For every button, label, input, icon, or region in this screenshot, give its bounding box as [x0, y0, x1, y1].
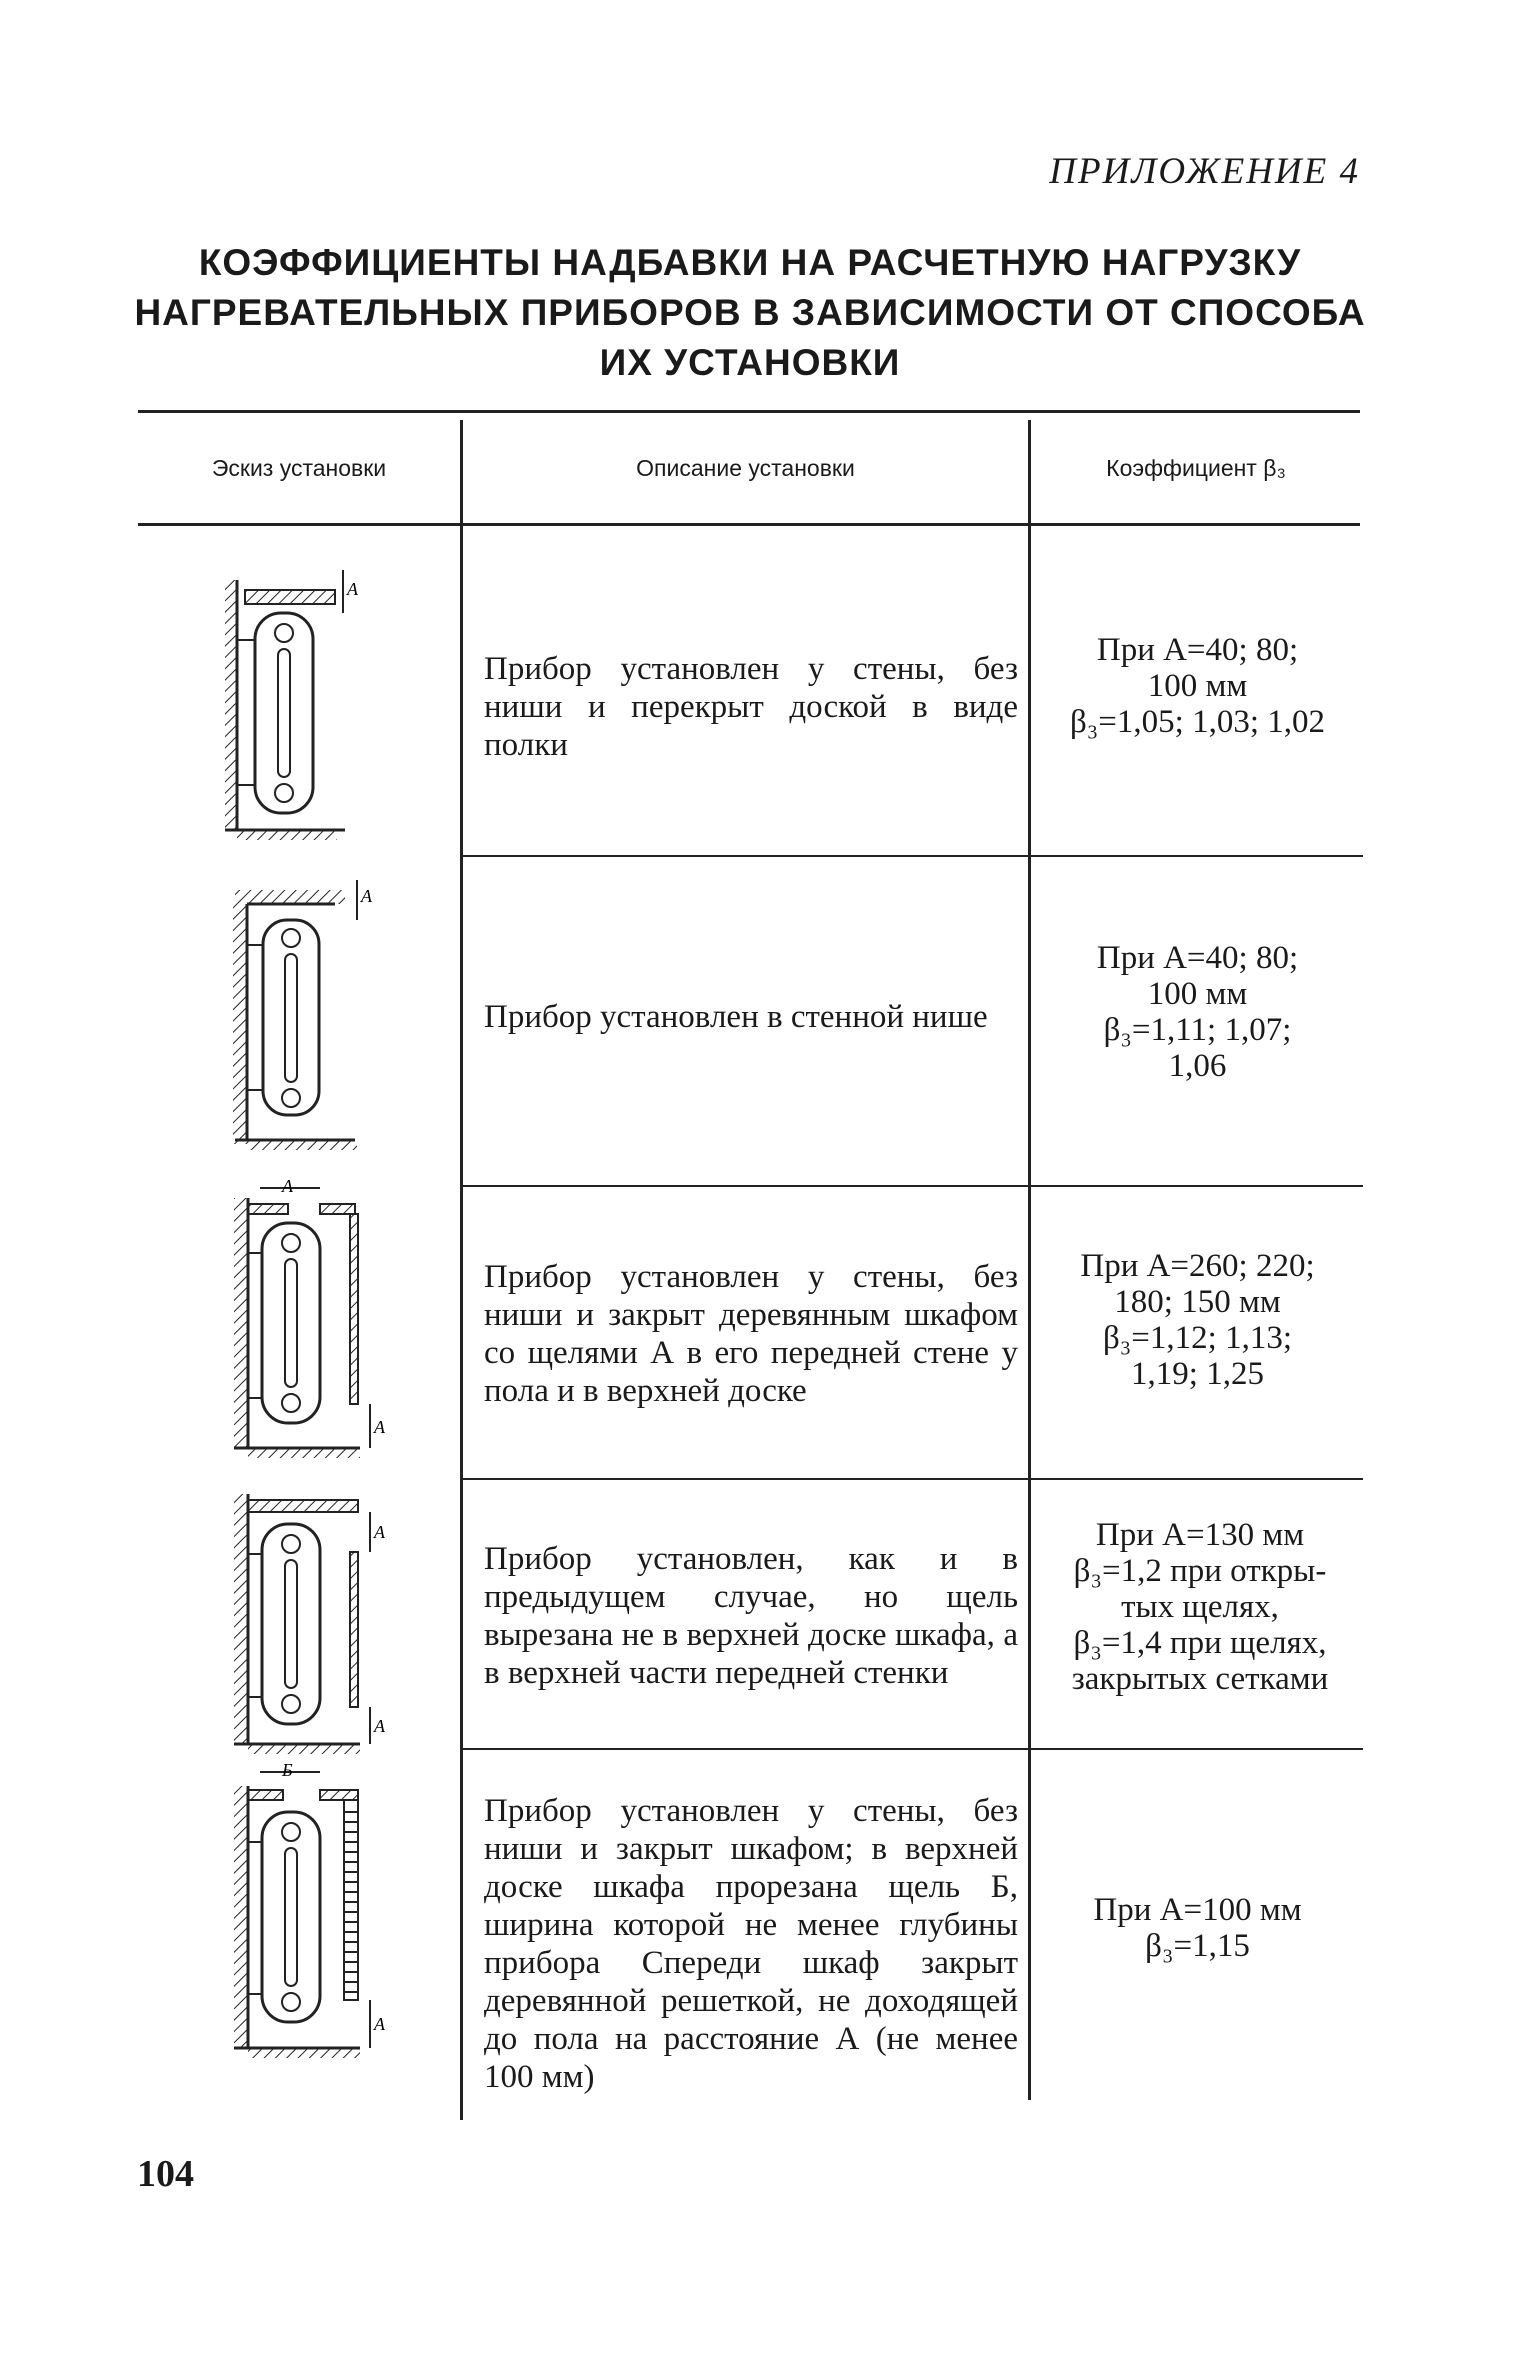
coefficient-line: закрытых сетками	[1071, 1661, 1329, 1697]
row-1-description: Прибор установлен у стены, без ниши и перекрыт доской в виде полки	[484, 651, 1018, 763]
row-divider	[463, 855, 1363, 857]
coefficient-line: При А=100 мм	[1093, 1892, 1302, 1928]
dimension-label-a: А	[374, 2014, 385, 2034]
dimension-label-a: А	[282, 1176, 293, 1196]
wooden-grille	[344, 1812, 358, 1992]
dimension-label-a: А	[347, 579, 358, 599]
coefficient-line: β₃=1,15	[1145, 1928, 1250, 1964]
row-divider	[463, 1185, 1363, 1187]
radiator-front-slot-sketch	[220, 1482, 385, 1767]
row-2-description: Прибор установлен в стенной нише	[484, 999, 988, 1035]
row-4-description: Прибор установлен, как и в предыдущем случае, но щель вырезана не в верхней доске шкафа, а в верхней части передней стенки	[484, 1541, 1018, 1691]
row-5-coefficient	[1035, 1892, 1360, 1964]
coefficient-line: 100 мм	[1147, 668, 1248, 704]
column-divider	[1028, 420, 1031, 2100]
page-title	[120, 238, 1380, 388]
coefficient-line: β₃=1,11; 1,07;	[1103, 1012, 1292, 1048]
row-3-coefficient	[1035, 1248, 1360, 1392]
coefficient-line: β₃=1,2 при откры-	[1073, 1553, 1327, 1589]
coefficient-line: 1,06	[1168, 1048, 1227, 1084]
column-divider	[460, 420, 463, 2120]
radiator-shelf-sketch	[215, 565, 365, 850]
row-divider	[463, 1478, 1363, 1480]
row-divider	[463, 1748, 1363, 1750]
radiator-niche-sketch	[215, 880, 375, 1160]
page-number: 104	[137, 2153, 194, 2195]
coefficient-line: β₃=1,4 при щелях,	[1073, 1625, 1327, 1661]
row-1-coefficient	[1035, 632, 1360, 740]
dimension-label-a: А	[361, 886, 372, 906]
row-5-description: Прибор установлен у стены, без ниши и закрыт шкафом; в верхней доске шкафа прорезана щель Б, ширина которой не менее глубины прибора Спереди шкаф закрыт деревянной решеткой, не доходящей до пола на расстояние А (не менее 100 мм)	[484, 1793, 1018, 2095]
coefficient-line: 1,19; 1,25	[1131, 1356, 1264, 1392]
coefficient-line: При А=40; 80;	[1096, 940, 1299, 976]
dimension-label-a: А	[374, 1716, 385, 1736]
coefficient-line: β₃=1,05; 1,03; 1,02	[1070, 704, 1325, 740]
row-2-coefficient	[1035, 940, 1360, 1084]
title-line: НАГРЕВАТЕЛЬНЫХ ПРИБОРОВ В ЗАВИСИМОСТИ ОТ СПОСОБА	[134, 292, 1366, 333]
title-line: ИХ УСТАНОВКИ	[599, 342, 901, 383]
column-header-sketch: Эскиз установки	[211, 455, 387, 481]
header-bottom-rule	[138, 523, 1360, 526]
coefficient-line: При А=130 мм	[1095, 1517, 1305, 1553]
coefficient-line: тых щелях,	[1121, 1589, 1279, 1625]
row-3-description: Прибор установлен у стены, без ниши и закрыт деревянным шкафом со щелями А в его передней стене у пола и в верхней доске	[484, 1259, 1018, 1409]
column-header-description: Описание установки	[636, 455, 855, 481]
title-line: КОЭФФИЦИЕНТЫ НАДБАВКИ НА РАСЧЕТНУЮ НАГРУЗКУ	[198, 242, 1302, 283]
coefficient-line: β₃=1,12; 1,13;	[1103, 1320, 1292, 1356]
coefficient-line: 180; 150 мм	[1114, 1284, 1281, 1320]
radiator-cabinet-sketch	[220, 1178, 385, 1463]
appendix-label: ПРИЛОЖЕНИЕ 4	[1049, 151, 1360, 192]
row-4-coefficient	[1035, 1517, 1365, 1697]
coefficient-line: 100 мм	[1147, 976, 1248, 1012]
radiator-grille-sketch	[220, 1762, 385, 2072]
dimension-label-a: А	[374, 1522, 385, 1542]
table-top-rule	[138, 410, 1360, 413]
coefficient-line: При А=260; 220;	[1080, 1248, 1315, 1284]
dimension-label-a: А	[374, 1417, 385, 1437]
dimension-label-b: Б	[282, 1760, 293, 1780]
coefficient-line: При А=40; 80;	[1096, 632, 1299, 668]
column-header-coefficient: Коэффициент β₃	[1106, 455, 1286, 481]
